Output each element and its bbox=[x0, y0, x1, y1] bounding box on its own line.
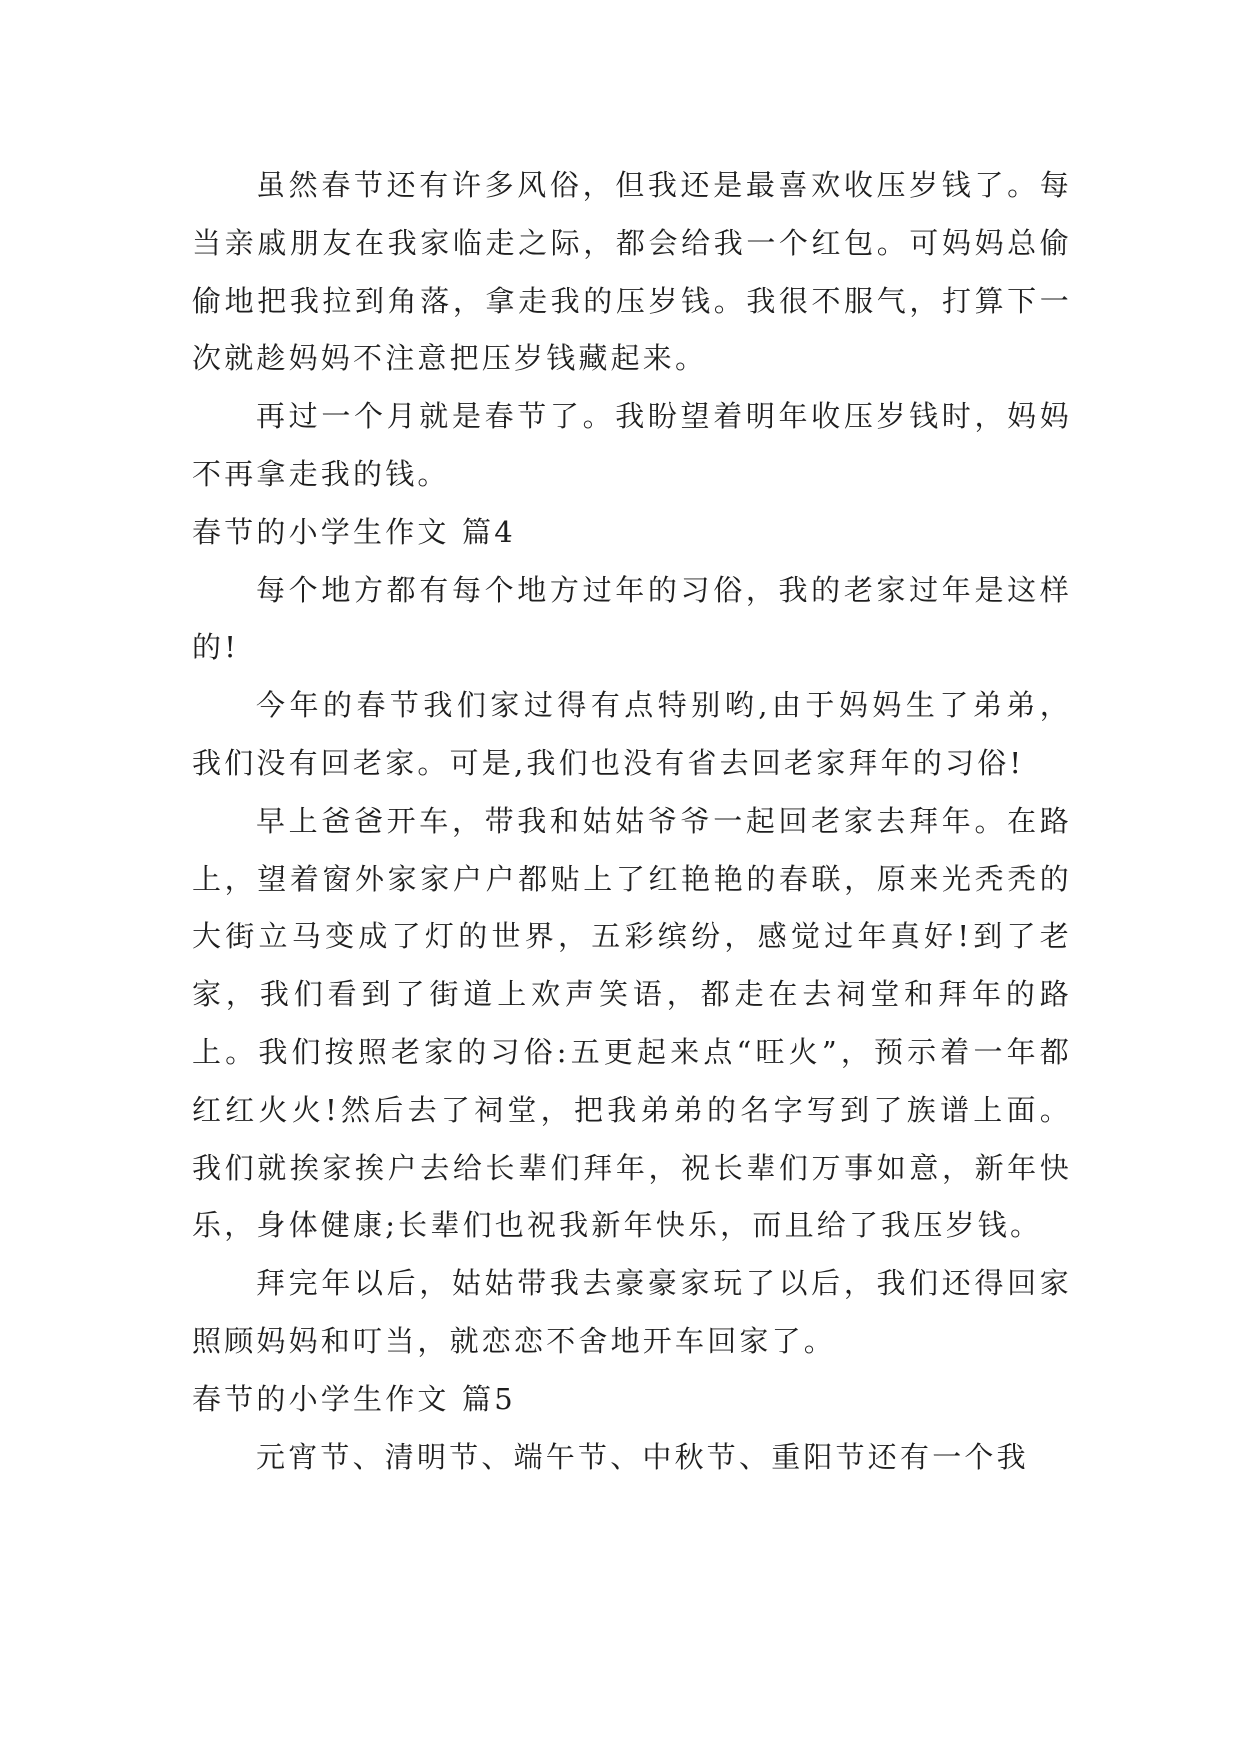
section-heading: 春节的小学生作文 篇5 bbox=[192, 1381, 516, 1416]
paragraph: 虽然春节还有许多风俗，但我还是最喜欢收压岁钱了。每当亲戚朋友在我家临走之际，都会给我一个红包。可妈妈总偷偷地把我拉到角落，拿走我的压岁钱。我很不服气，打算下一次就趁妈妈不注意把压岁钱藏起来。 bbox=[192, 168, 1072, 376]
paragraph: 每个地方都有每个地方过年的习俗，我的老家过年是这样的! bbox=[192, 572, 1072, 665]
section-heading: 春节的小学生作文 篇4 bbox=[192, 514, 516, 549]
document-body bbox=[192, 157, 1072, 1486]
paragraph: 再过一个月就是春节了。我盼望着明年收压岁钱时，妈妈不再拿走我的钱。 bbox=[192, 399, 1072, 491]
paragraph: 早上爸爸开车，带我和姑姑爷爷一起回老家去拜年。在路上，望着窗外家家户户都贴上了红艳艳的春联，原来光秃秃的大街立马变成了灯的世界，五彩缤纷，感觉过年真好!到了老家，我们看到了街道上欢声笑语，都走在去祠堂和拜年的路上。我们按照老家的习俗:五更起来点“旺火”，预示着一年都红红火火!然后去了祠堂，把我弟弟的名字写到了族谱上面。我们就挨家挨户去给长辈们拜年，祝长辈们万事如意，新年快乐，身体健康;长辈们也祝我新年快乐，而且给了我压岁钱。 bbox=[192, 803, 1072, 1243]
paragraph: 拜完年以后，姑姑带我去豪豪家玩了以后，我们还得回家照顾妈妈和叮当，就恋恋不舍地开车回家了。 bbox=[192, 1266, 1072, 1358]
paragraph: 元宵节、清明节、端午节、中秋节、重阳节还有一个我 bbox=[256, 1439, 1029, 1474]
paragraph: 今年的春节我们家过得有点特别哟,由于妈妈生了弟弟，我们没有回老家。可是,我们也没有省去回老家拜年的习俗! bbox=[192, 688, 1072, 780]
